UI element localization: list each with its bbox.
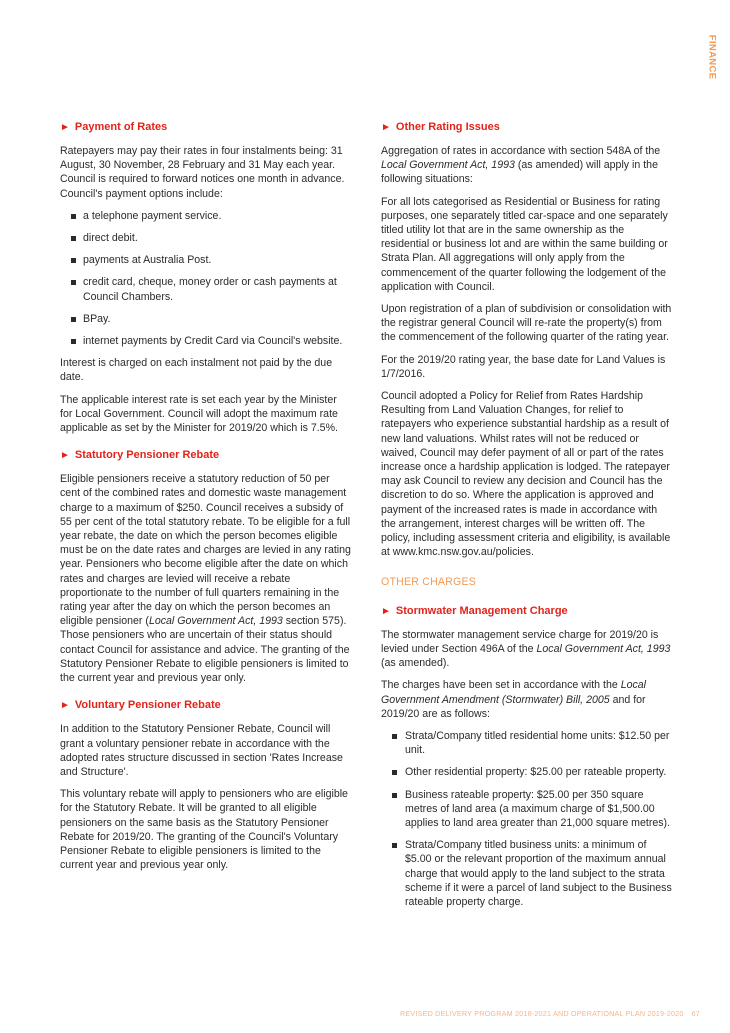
list-item: Strata/Company titled business units: a minimum of $5.00 or the relevant proportion of the maximum annual charge that would apply to the land subject to the strata scheme if it were a parcel of land subject to the Business rateable property charge. [381,838,673,909]
payment-options-list [60,209,352,348]
list-item: internet payments by Credit Card via Council's website. [60,334,352,348]
stormwater-charges-list [381,729,673,909]
arrow-icon: ► [60,700,70,712]
payment-of-rates-heading: ► Payment of Rates [60,121,168,133]
voluntary-rebate-section [60,698,352,872]
stormwater-section [381,604,673,909]
page-footer [400,1007,700,1021]
list-item: direct debit. [60,231,352,245]
arrow-icon: ► [60,122,70,133]
aggregation-paragraph: Aggregation of rates in accordance with section 548A of the Local Government Act, 1993 (as amended) will apply in the following situations: [381,145,661,186]
list-item: BPay. [60,312,352,326]
right-column [381,120,673,917]
bullet-icon [71,236,76,241]
bullet-icon [71,214,76,219]
statutory-rebate-section [60,448,352,685]
other-charges-subheading: OTHER CHARGES [381,576,477,589]
list-item: payments at Australia Post. [60,253,352,267]
left-column [60,120,352,880]
bullet-icon [71,280,76,285]
bullet-icon [392,770,397,775]
list-item: a telephone payment service. [60,209,352,223]
statutory-rebate-heading: ► Statutory Pensioner Rebate [60,449,220,462]
bullet-icon [71,339,76,344]
page-number: 67 [691,1009,700,1018]
voluntary-paragraph-2: This voluntary rebate will apply to pensioners who are eligible for the Statutory Rebate. It will be granted to all eligible pensioners on the same basis as the Statutory Pensioner Rebate for 2019/20. The granting of the Council's Voluntary Pensioner Rebate to eligible pensioners is limited to the current year and previous year only. [60,788,348,872]
section-tab-label: FINANCE [706,34,718,80]
list-item: credit card, cheque, money order or cash payments at Council Chambers. [60,275,352,303]
other-rating-section [381,120,673,559]
payment-intro: Ratepayers may pay their rates in four instalments being: 31 August, 30 November, 28 February and 31 May each year. Council is required to forward notices one month in advance. Council's payment options include: [60,145,345,200]
stormwater-paragraph-2: The charges have been set in accordance with the Local Government Amendment (Stormwater) Bill, 2005 and for 2019/20 are as follows: [381,679,647,720]
bullet-icon [71,258,76,263]
arrow-icon: ► [381,605,391,617]
payment-of-rates-section [60,120,352,435]
list-item: Other residential property: $25.00 per rateable property. [381,765,673,779]
footer-title: REVISED DELIVERY PROGRAM 2018-2021 AND OPERATIONAL PLAN 2019-2020 [400,1009,684,1018]
bullet-icon [392,793,397,798]
base-date-paragraph: For the 2019/20 rating year, the base date for Land Values is 1/7/2016. [381,353,666,380]
section-tab [698,31,724,83]
bullet-icon [392,843,397,848]
other-rating-heading: ► Other Rating Issues [381,121,500,133]
lots-paragraph: For all lots categorised as Residential or Business for rating purposes, one separately titled car-space and one separately titled utility lot that are in the same ownership as the residential or business lot and are within the same building or Strata Plan. All aggregations will only apply from the commencement of the quarter following the lodgement of the application with Council. [381,195,668,293]
stormwater-heading: ► Stormwater Management Charge [381,604,568,617]
voluntary-paragraph-1: In addition to the Statutory Pensioner Rebate, Council will grant a voluntary pensioner rebate in accordance with the adopted rates structure discussed in section 'Rates Increase and Structure'. [60,723,343,778]
interest-paragraph: Interest is charged on each instalment not paid by the due date. [60,357,333,384]
bullet-icon [392,734,397,739]
subdivision-paragraph: Upon registration of a plan of subdivision or consolidation with the registrar general Council will re-rate the property(s) from the commencement of the following quarter of the rating year. [381,303,672,344]
list-item: Strata/Company titled residential home units: $12.50 per unit. [381,729,673,757]
bullet-icon [71,317,76,322]
arrow-icon: ► [60,450,70,462]
interest-rate-paragraph: The applicable interest rate is set each year by the Minister for Local Government. Council will adopt the maximum rate applicable as set by the Minister for 2019/20 which is 7.5%. [60,393,338,435]
list-item: Business rateable property: $25.00 per 350 square metres of land area (a maximum charge of $1,500.00 applies to land area greater than 21,000 square metres). [381,788,673,831]
statutory-rebate-paragraph: Eligible pensioners receive a statutory reduction of 50 per cent of the combined rates and domestic waste management charge to a maximum of $250. Council receives a subsidy of 55 per cent of the total statutory rebate. To be eligible for a full year rebate, the date on which the person becomes eligible must be on the date rates and charges are levied in any rating year. Pensioners who become eligible after the date on which rates and charges are levied will receive a rebate proportionate to the number of full quarters remaining in the rating year after the day on which the person becomes an eligible pensioner (Local Government Act, 1993 section 575). Those pensioners who are uncertain of their status should contact Council for assistance and advice. The granting of the Statutory Pensioner Rebate to eligible pensioners is limited to the current year and previous year only. [60,473,351,685]
voluntary-rebate-heading: ► Voluntary Pensioner Rebate [60,699,221,712]
arrow-icon: ► [381,122,391,133]
hardship-policy-paragraph: Council adopted a Policy for Relief from Rates Hardship Resulting from Land Valuation Changes, for relief to ratepayers who experience substantial hardship as a result of new land valuations. Whilst rates will not be reduced or waived, Council may defer payment of all or part of the rates increase once a hardship application is lodged. The ratepayer may ask Council to review any decision and Council has the discretion to do so. Where the application is approved and payment of the increased rates is made in accordance with the arrangement, interest charges will be written off. The policy, including assessment criteria and eligibility, is available at www.kmc.nsw.gov.au/policies. [381,390,671,559]
stormwater-paragraph-1: The stormwater management service charge for 2019/20 is levied under Section 496A of the Local Government Act, 1993 (as amended). [381,628,671,670]
